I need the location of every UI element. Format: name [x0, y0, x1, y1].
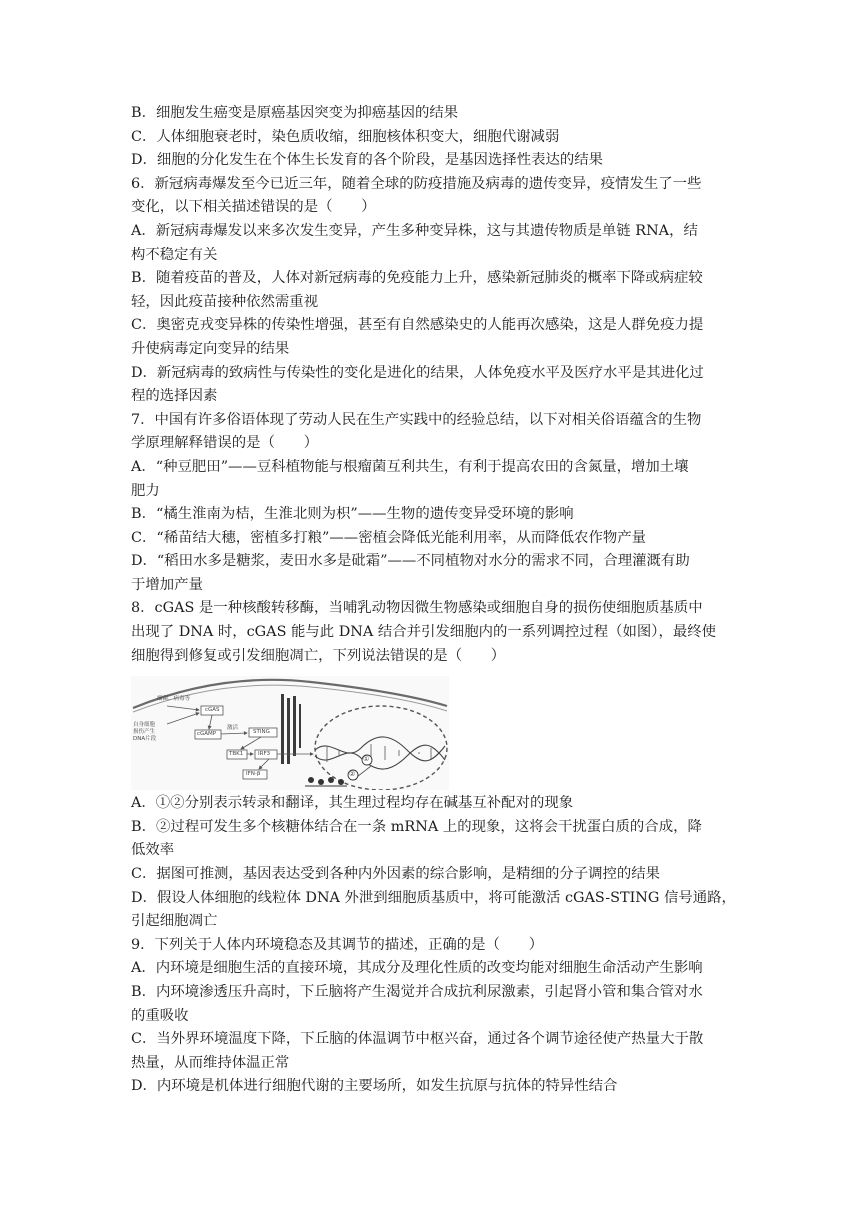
- option-9d: D．内环境是机体进行细胞代谢的主要场所，如发生抗原与抗体的特异性结合: [131, 1078, 618, 1095]
- question-6-stem-cont: 变化，以下相关描述错误的是（ ）: [131, 199, 376, 216]
- option-6b-cont: 轻，因此疫苗接种依然需重视: [131, 293, 319, 310]
- label-cgamp: cGAMP: [197, 731, 217, 738]
- option-6a: A．新冠病毒爆发以来多次发生变异，产生多种变异株，这与其遗传物质是单链 RNA，结: [131, 222, 698, 239]
- option-7a: A．“种豆肥田”——豆科植物能与根瘤菌互利共生，有利于提高农田的含氮量，增加土壤: [131, 458, 689, 475]
- option-7d-cont: 于增加产量: [131, 576, 203, 593]
- option-8b: B．②过程可发生多个核糖体结合在一条 mRNA 上的现象，这将会干扰蛋白质的合成，降: [131, 818, 702, 835]
- option-6b: B．随着疫苗的普及，人体对新冠病毒的免疫能力上升，感染新冠肺炎的概率下降或病症较: [131, 270, 703, 287]
- option-5b: B．细胞发生癌变是原癌基因突变为抑癌基因的结果: [131, 105, 459, 121]
- option-6c: C．奥密克戎变异株的传染性增强，甚至有自然感染史的人能再次感染，这是人群免疫力提: [131, 317, 704, 334]
- question-9-stem: 9．下列关于人体内环境稳态及其调节的描述，正确的是（ ）: [131, 936, 544, 953]
- option-8d-cont: 引起细胞凋亡: [131, 913, 218, 930]
- option-7c: C．“稀苗结大穗，密植多打粮”——密植会降低光能利用率，从而降低农作物产量: [131, 529, 647, 546]
- option-8d: D．假设人体细胞的线粒体 DNA 外泄到细胞质基质中，将可能激活 cGAS-STING 信号通路，: [131, 889, 736, 906]
- option-6d-cont: 程的选择因素: [131, 388, 218, 405]
- label-damage-2: 损伤产生: [133, 729, 156, 736]
- option-9c: C．当外界环境温度下降，下丘脑的体温调节中枢兴奋，通过各个调节途径使产热量大于散: [131, 1031, 704, 1048]
- label-activate: 激活: [227, 725, 239, 732]
- option-8a: A．①②分别表示转录和翻译，其生理过程均存在碱基互补配对的现象: [131, 795, 574, 812]
- option-8b-cont: 低效率: [131, 842, 175, 859]
- option-9a: A．内环境是细胞生活的直接环境，其成分及理化性质的改变均能对细胞生命活动产生影响: [131, 960, 703, 977]
- diagram-drawing: [131, 676, 449, 790]
- option-5c: C．人体细胞衰老时，染色质收缩，细胞核体积变大，细胞代谢减弱: [131, 128, 560, 145]
- label-damage-3: DNA片段: [133, 736, 157, 743]
- label-sting: STING: [253, 729, 270, 736]
- label-irf3: IRF3: [258, 751, 271, 758]
- question-text: [131, 102, 736, 1099]
- question-8-stem-cont: 出现了 DNA 时，cGAS 能与此 DNA 结合并引发细胞内的一系列调控过程（如图），最终使: [131, 624, 717, 641]
- label-microbe: 细菌、病毒等: [157, 696, 191, 703]
- cgas-sting-diagram: [131, 676, 449, 790]
- option-6c-cont: 升使病毒定向变异的结果: [131, 340, 290, 357]
- question-8-stem: 8．cGAS 是一种核酸转移酶，当哺乳动物因微生物感染或细胞自身的损伤使细胞质基质中: [131, 600, 703, 617]
- option-5d: D．细胞的分化发生在个体生长发育的各个阶段，是基因选择性表达的结果: [131, 152, 604, 169]
- question-7-stem-cont: 学原理解释错误的是（ ）: [131, 435, 319, 452]
- option-9c-cont: 热量，从而维持体温正常: [131, 1054, 290, 1071]
- label-tbk1: TBK1: [229, 751, 244, 758]
- option-9b: B．内环境渗透压升高时，下丘脑将产生渴觉并合成抗利尿激素，引起肾小管和集合管对水: [131, 984, 703, 1000]
- option-7b: B．“橘生淮南为桔，生淮北则为枳”——生物的遗传变异受环境的影响: [131, 506, 574, 523]
- label-step-1: ①: [363, 755, 370, 764]
- question-6-stem: 6．新冠病毒爆发至今已近三年，随着全球的防疫措施及病毒的遗传变异，疫情发生了一些: [131, 175, 702, 192]
- option-9b-cont: 的重吸收: [131, 1007, 189, 1024]
- label-ifn: IFN-β: [246, 771, 261, 778]
- label-step-2: ②: [349, 770, 356, 779]
- question-8-stem-cont2: 细胞得到修复或引发细胞凋亡，下列说法错误的是（ ）: [131, 647, 506, 664]
- label-cgas: cGAS: [205, 707, 220, 714]
- question-7-stem: 7．中国有许多俗语体现了劳动人民在生产实践中的经验总结，以下对相关俗语蕴含的生物: [131, 411, 702, 428]
- option-7d: D．“稻田水多是糖浆，麦田水多是砒霜”——不同植物对水分的需求不同，合理灌溉有助: [131, 553, 690, 570]
- label-damage: 自身细胞: [133, 722, 156, 729]
- option-8c: C．据图可推测，基因表达受到各种内外因素的综合影响，是精细的分子调控的结果: [131, 866, 661, 883]
- option-6a-cont: 构不稳定有关: [131, 246, 218, 263]
- option-7a-cont: 肥力: [131, 482, 160, 499]
- option-6d: D．新冠病毒的致病性与传染性的变化是进化的结果，人体免疫水平及医疗水平是其进化过: [131, 364, 704, 381]
